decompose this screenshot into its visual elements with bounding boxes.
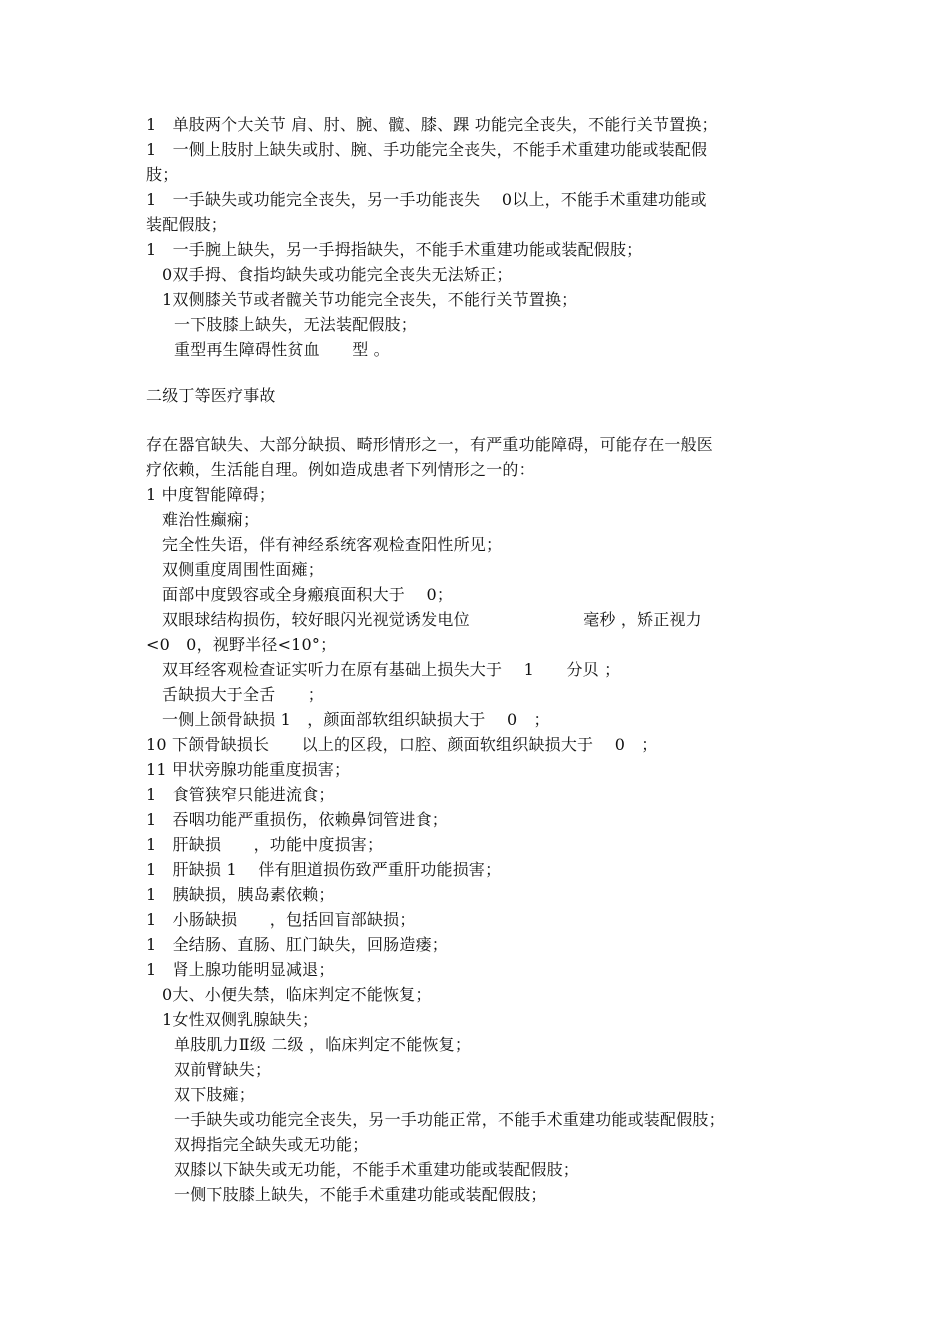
text-line: 1 中度智能障碍；	[146, 485, 276, 504]
text-line: 装配假肢；	[146, 215, 228, 234]
text-line: 一侧下肢膝上缺失，不能手术重建功能或装配假肢；	[174, 1185, 547, 1204]
text-line: 1 胰缺损，胰岛素依赖；	[146, 885, 335, 904]
text-line: 面部中度毁容或全身瘢痕面积大于 0；	[162, 585, 454, 604]
text-line: 1 一侧上肢肘上缺失或肘、腕、手功能完全丧失，不能手术重建功能或装配假	[146, 140, 708, 159]
text-line: 舌缺损大于全舌 ；	[162, 685, 325, 704]
intro-line: 疗依赖，生活能自理。例如造成患者下列情形之一的：	[146, 460, 535, 479]
text-line: 11 甲状旁腺功能重度损害；	[146, 760, 351, 779]
text-line: 1 一手缺失或功能完全丧失，另一手功能丧失 0以上，不能手术重建功能或	[146, 190, 707, 209]
text-line: 1女性双侧乳腺缺失；	[162, 1010, 319, 1029]
text-line: 一手缺失或功能完全丧失，另一手功能正常，不能手术重建功能或装配假肢；	[174, 1110, 725, 1129]
text-line: 肢；	[146, 165, 179, 184]
text-line: 双膝以下缺失或无功能，不能手术重建功能或装配假肢；	[174, 1160, 580, 1179]
text-line: <0 0，视野半径<10°；	[146, 635, 337, 654]
text-line: 1 肝缺损 1 伴有胆道损伤致严重肝功能损害；	[146, 860, 502, 879]
text-line: 一下肢膝上缺失，无法装配假肢；	[174, 315, 418, 334]
text-line: 0大、小便失禁，临床判定不能恢复；	[162, 985, 432, 1004]
text-line: 难治性癫痫；	[162, 510, 260, 529]
text-line: 重型再生障碍性贫血 型 。	[174, 340, 390, 359]
text-line: 1 全结肠、直肠、肛门缺失，回肠造瘘；	[146, 935, 448, 954]
text-line: 1双侧膝关节或者髋关节功能完全丧失，不能行关节置换；	[162, 290, 578, 309]
text-line: 1 一手腕上缺失，另一手拇指缺失，不能手术重建功能或装配假肢；	[146, 240, 643, 259]
text-line: 1 单肢两个大关节 肩、肘、腕、髋、膝、踝 功能完全丧失，不能行关节置换；	[146, 115, 718, 134]
text-line: 双拇指完全缺失或无功能；	[174, 1135, 369, 1154]
text-line: 双侧重度周围性面瘫；	[162, 560, 325, 579]
intro-line: 存在器官缺失、大部分缺损、畸形情形之一，有严重功能障碍，可能存在一般医	[146, 435, 714, 454]
text-line: 单肢肌力Ⅱ级 二级 ，临床判定不能恢复；	[174, 1035, 472, 1054]
text-line: 完全性失语，伴有神经系统客观检查阳性所见；	[162, 535, 503, 554]
text-line: 1 食管狭窄只能进流食；	[146, 785, 335, 804]
text-line: 双眼球结构损伤，较好眼闪光视觉诱发电位 毫秒 ，矫正视力	[162, 610, 702, 629]
text-line: 10 下颌骨缺损长 以上的区段，口腔、颜面软组织缺损大于 0 ；	[146, 735, 658, 754]
text-line: 双前臂缺失；	[174, 1060, 272, 1079]
text-line: 1 肝缺损 ，功能中度损害；	[146, 835, 384, 854]
text-line: 1 小肠缺损 ，包括回盲部缺损；	[146, 910, 416, 929]
text-line: 1 肾上腺功能明显减退；	[146, 960, 335, 979]
text-line: 双下肢瘫；	[174, 1085, 256, 1104]
section-title: 二级丁等医疗事故	[146, 386, 276, 405]
text-line: 一侧上颌骨缺损 1 ，颜面部软组织缺损大于 0 ；	[162, 710, 550, 729]
text-line: 双耳经客观检查证实听力在原有基础上损失大于 1 分贝 ；	[162, 660, 621, 679]
text-line: 0双手拇、食指均缺失或功能完全丧失无法矫正；	[162, 265, 513, 284]
text-line: 1 吞咽功能严重损伤，依赖鼻饲管进食；	[146, 810, 448, 829]
